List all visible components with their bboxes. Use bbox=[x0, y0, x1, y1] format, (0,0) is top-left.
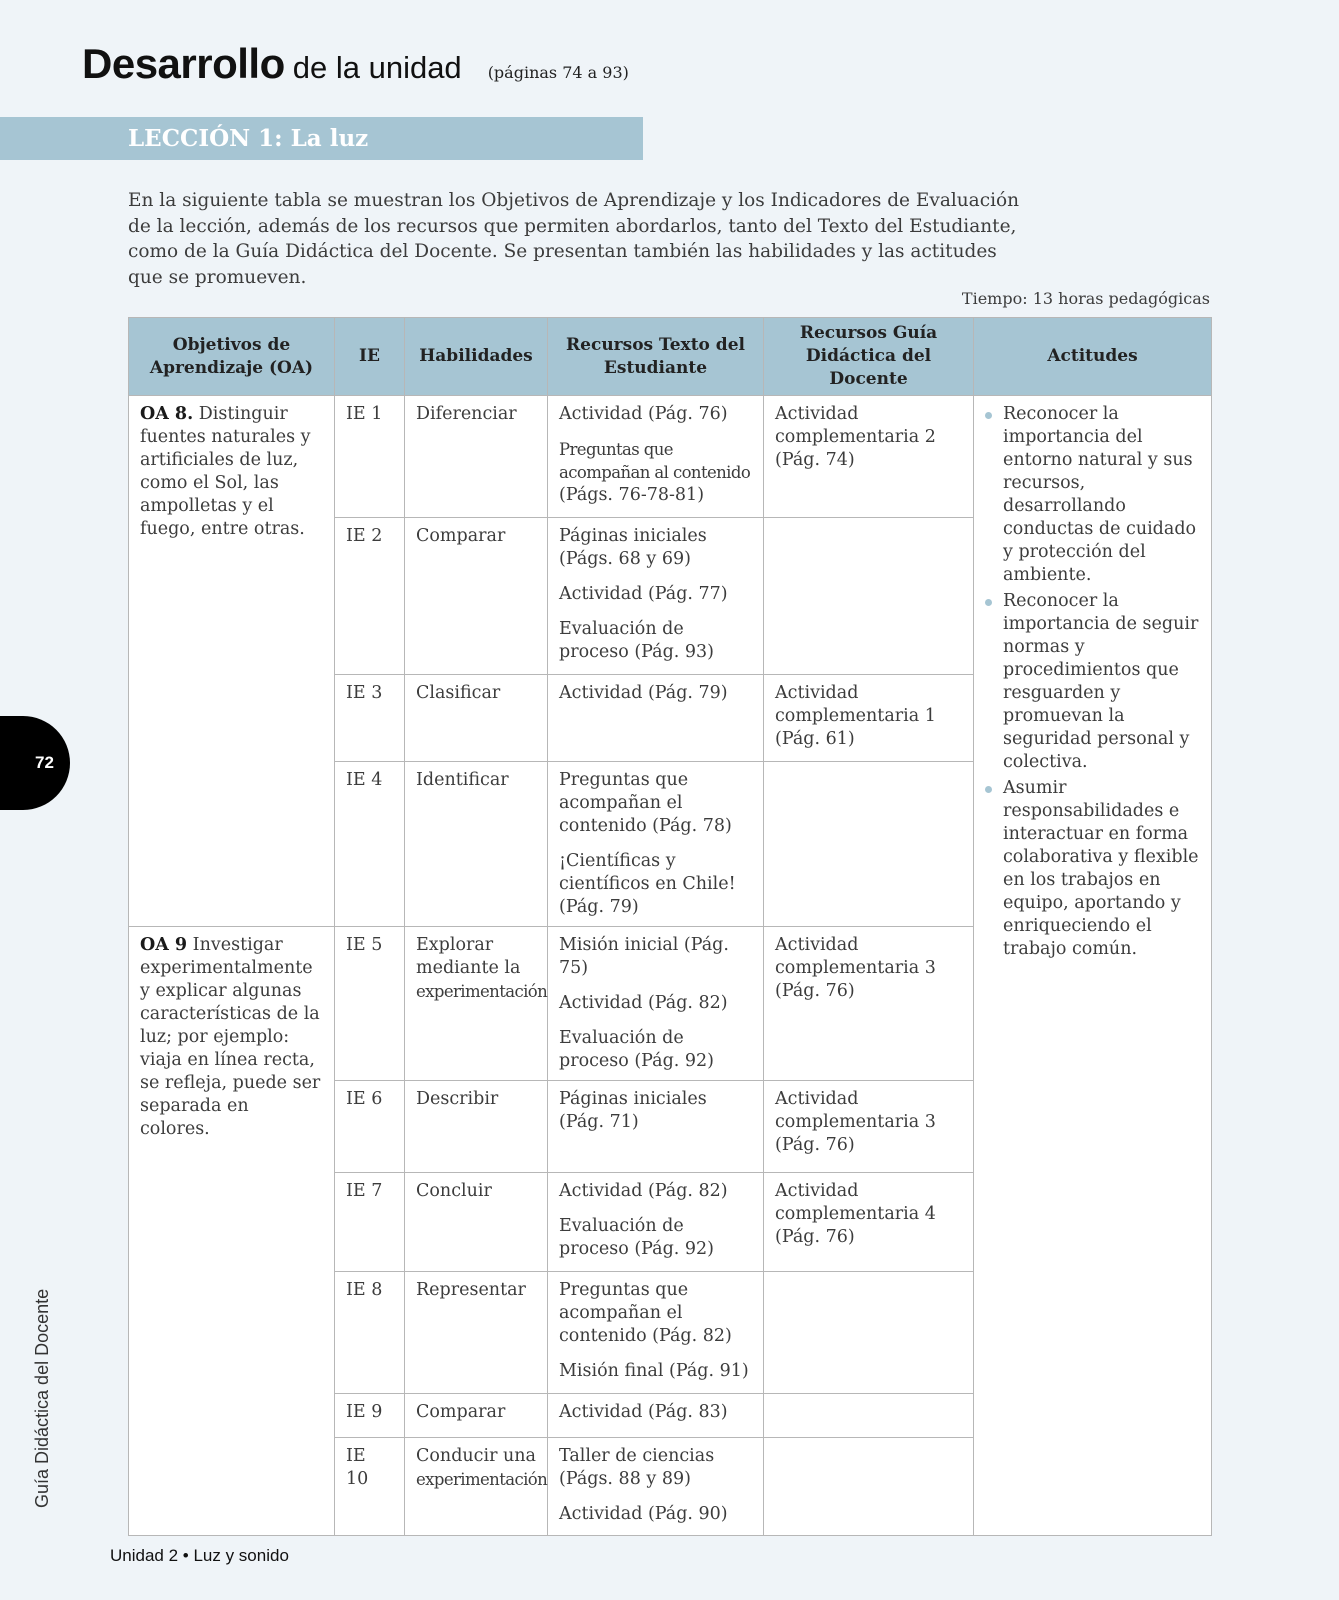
oa9-text: Investigar experimentalmente y explicar algunas características de la luz; por ejemplo: viaja en línea recta, se refleja, puede ser separada en colores. bbox=[140, 935, 321, 1139]
recurso-item: Misión final (Pág. 91) bbox=[559, 1361, 749, 1381]
habilidad-cell: Representar bbox=[405, 1272, 548, 1394]
ie-cell: IE 4 bbox=[335, 762, 405, 927]
ie-cell: IE 8 bbox=[335, 1272, 405, 1394]
ie-cell: IE 5 bbox=[335, 927, 405, 1081]
recurso-item: Actividad (Pág. 82) bbox=[559, 993, 728, 1013]
lesson-title: LECCIÓN 1: La luz bbox=[128, 125, 369, 152]
oa8-code: OA 8. bbox=[140, 404, 194, 424]
page-number-tab bbox=[0, 716, 70, 810]
recurso-item: Actividad (Pág. 90) bbox=[559, 1504, 728, 1524]
list-item: Reconocer la importancia de seguir normas y procedimientos que resguarden y promuevan la seguridad personal y colectiva. bbox=[985, 590, 1200, 774]
habilidad-cell: Comparar bbox=[405, 518, 548, 675]
page-number: 72 bbox=[35, 753, 54, 772]
intro-paragraph: En la siguiente tabla se muestran los Objetivos de Aprendizaje y los Indicadores de Evaluación de la lección, además de los recursos que permiten abordarlos, tanto del Texto del Estudiante, como de la Guía Didáctica del Docente. Se presentan también las habilidades y las actitudes que se promueven. bbox=[128, 190, 1020, 288]
recurso-item: Taller de ciencias (Págs. 88 y 89) bbox=[559, 1446, 715, 1489]
habilidad-text: experimentación bbox=[416, 1470, 548, 1489]
habilidad-cell: Concluir bbox=[405, 1173, 548, 1272]
actitudes-list bbox=[985, 403, 1200, 961]
list-item: Asumir responsabilidades e interactuar en forma colaborativa y flexible en los trabajos en equipo, aportando y enriqueciendo el trabajo común. bbox=[985, 777, 1200, 961]
ie-cell: IE 6 bbox=[335, 1081, 405, 1173]
actitudes-cell bbox=[974, 396, 1212, 1536]
habilidad-text: Explorar mediante la bbox=[416, 935, 521, 978]
recursos-texto-cell bbox=[548, 1438, 764, 1536]
habilidad-cell bbox=[405, 1438, 548, 1536]
recursos-guia-cell bbox=[764, 1394, 974, 1438]
recurso-item: Misión inicial (Pág. 75) bbox=[559, 935, 729, 978]
ie-cell: IE 10 bbox=[335, 1438, 405, 1536]
recurso-item: Actividad (Pág. 79) bbox=[559, 683, 728, 703]
recurso-item: Preguntas que acompañan el contenido (Pág. 82) bbox=[559, 1280, 732, 1346]
page-range: (páginas 74 a 93) bbox=[487, 63, 629, 82]
ie-cell: IE 1 bbox=[335, 396, 405, 518]
oa8-cell bbox=[129, 396, 335, 927]
oa8-text: Distinguir fuentes naturales y artificiales de luz, como el Sol, las ampolletas y el fuego, entre otras. bbox=[140, 404, 311, 539]
recursos-guia-cell: Actividad complementaria 2 (Pág. 74) bbox=[764, 396, 974, 518]
habilidad-cell bbox=[405, 927, 548, 1081]
ie-cell: IE 7 bbox=[335, 1173, 405, 1272]
header-recursos-guia: Recursos Guía Didáctica del Docente bbox=[764, 318, 974, 396]
recursos-texto-cell bbox=[548, 1272, 764, 1394]
recursos-texto-cell bbox=[548, 675, 764, 762]
header-recursos-texto: Recursos Texto del Estudiante bbox=[548, 318, 764, 396]
page-title-rest: de la unidad bbox=[292, 50, 462, 85]
recursos-texto-cell bbox=[548, 1394, 764, 1438]
recurso-item: Preguntas que acompañan al contenido bbox=[559, 440, 751, 482]
header-actitudes: Actitudes bbox=[974, 318, 1212, 396]
habilidad-cell: Diferenciar bbox=[405, 396, 548, 518]
habilidad-cell: Identificar bbox=[405, 762, 548, 927]
recursos-guia-cell bbox=[764, 518, 974, 675]
recurso-item: Actividad (Pág. 83) bbox=[559, 1402, 728, 1422]
recurso-item: (Págs. 76-78-81) bbox=[559, 485, 705, 505]
oa9-cell bbox=[129, 927, 335, 1536]
recursos-guia-cell bbox=[764, 1438, 974, 1536]
list-item: Reconocer la importancia del entorno natural y sus recursos, desarrollando conductas de cuidado y protección del ambiente. bbox=[985, 403, 1200, 587]
recursos-guia-cell: Actividad complementaria 3 (Pág. 76) bbox=[764, 1081, 974, 1173]
recurso-item: Actividad (Pág. 82) bbox=[559, 1181, 728, 1201]
lesson-banner bbox=[0, 117, 643, 160]
habilidad-cell: Comparar bbox=[405, 1394, 548, 1438]
recurso-item: Evaluación de proceso (Pág. 93) bbox=[559, 619, 715, 662]
footer-unit-label: Unidad 2 • Luz y sonido bbox=[110, 1546, 289, 1565]
page-title: Desarrollo bbox=[82, 40, 285, 87]
table-row bbox=[129, 396, 1212, 518]
oa9-code: OA 9 bbox=[140, 935, 188, 955]
ie-cell: IE 9 bbox=[335, 1394, 405, 1438]
recursos-guia-cell: Actividad complementaria 1 (Pág. 61) bbox=[764, 675, 974, 762]
recurso-item: ¡Científicas y científicos en Chile! (Pág. 79) bbox=[559, 851, 736, 917]
habilidad-text: Conducir una bbox=[416, 1446, 536, 1466]
recursos-texto-cell bbox=[548, 1081, 764, 1173]
header-oa: Objetivos de Aprendizaje (OA) bbox=[129, 318, 335, 396]
recurso-item: Actividad (Pág. 76) bbox=[559, 404, 728, 424]
habilidad-text: experimentación bbox=[416, 982, 548, 1001]
objectives-table bbox=[128, 317, 1212, 1536]
ie-cell: IE 2 bbox=[335, 518, 405, 675]
habilidad-cell: Clasificar bbox=[405, 675, 548, 762]
recursos-guia-cell: Actividad complementaria 3 (Pág. 76) bbox=[764, 927, 974, 1081]
recursos-texto-cell bbox=[548, 927, 764, 1081]
recursos-guia-cell: Actividad complementaria 4 (Pág. 76) bbox=[764, 1173, 974, 1272]
recursos-guia-cell bbox=[764, 1272, 974, 1394]
page-header bbox=[82, 40, 629, 90]
recursos-texto-cell bbox=[548, 1173, 764, 1272]
recursos-texto-cell bbox=[548, 518, 764, 675]
recurso-item: Actividad (Pág. 77) bbox=[559, 584, 728, 604]
side-label: Guía Didáctica del Docente bbox=[32, 1288, 52, 1508]
ie-cell: IE 3 bbox=[335, 675, 405, 762]
recurso-item: Evaluación de proceso (Pág. 92) bbox=[559, 1216, 715, 1259]
table-header-row bbox=[129, 318, 1212, 396]
recurso-item: Páginas iniciales (Págs. 68 y 69) bbox=[559, 526, 707, 569]
habilidad-cell: Describir bbox=[405, 1081, 548, 1173]
recurso-item: Evaluación de proceso (Pág. 92) bbox=[559, 1028, 715, 1071]
recurso-item: Páginas iniciales (Pág. 71) bbox=[559, 1089, 707, 1132]
recursos-guia-cell bbox=[764, 762, 974, 927]
time-note: Tiempo: 13 horas pedagógicas bbox=[961, 289, 1210, 308]
recurso-item: Preguntas que acompañan el contenido (Pág. 78) bbox=[559, 770, 732, 836]
header-ie: IE bbox=[335, 318, 405, 396]
recursos-texto-cell bbox=[548, 762, 764, 927]
header-habilidades: Habilidades bbox=[405, 318, 548, 396]
recursos-texto-cell bbox=[548, 396, 764, 518]
